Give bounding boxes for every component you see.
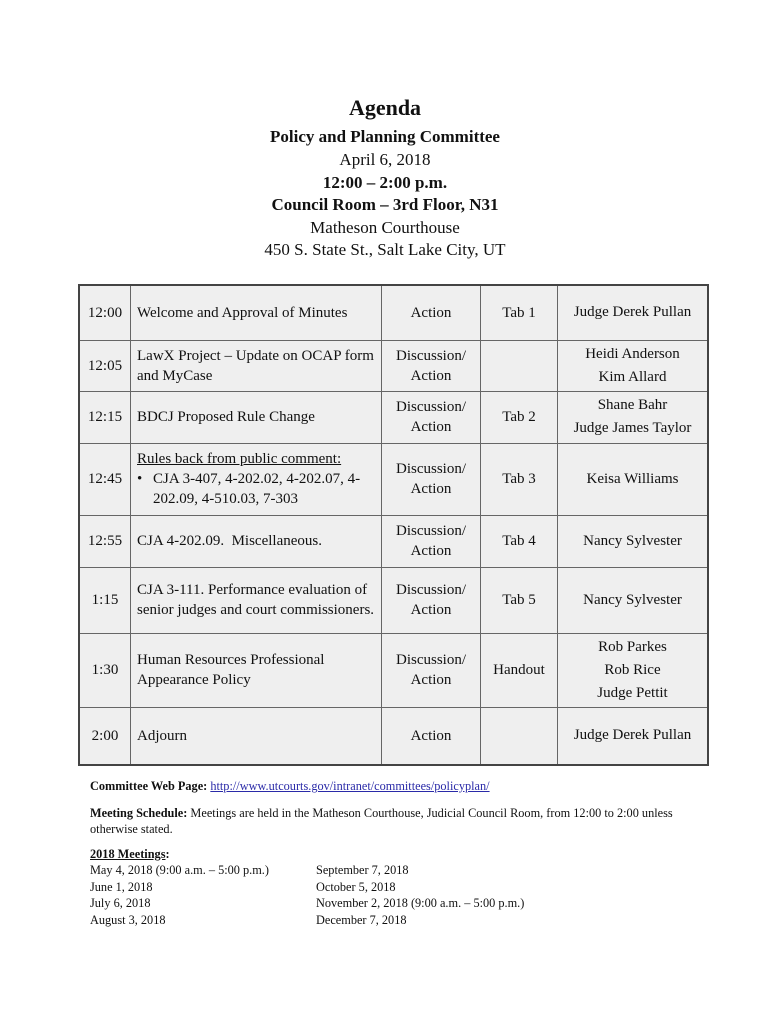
row-item: Adjourn [131,707,382,765]
row-tab [481,707,558,765]
row-item-heading: Rules back from public comment: [137,451,342,467]
web-page-link[interactable]: http://www.utcourts.gov/intranet/committees/policyplan/ [210,779,490,793]
row-presenter [558,515,709,567]
presenter-name: Judge Pettit [597,684,668,701]
row-tab: Handout [481,633,558,707]
row-time: 12:45 [79,443,131,515]
agenda-table [78,284,709,766]
bullet-text: CJA 3-407, 4-202.02, 4-202.07, 4-202.09, 4-510.03, 7-303 [153,471,361,507]
table-row [79,340,708,391]
presenter-name: Judge James Taylor [573,420,692,436]
presenter-name: Heidi Anderson [585,345,680,362]
row-presenter [558,443,709,515]
meetings-heading [90,846,710,863]
row-action: Discussion/ Action [382,340,481,391]
row-time: 12:00 [79,285,131,340]
row-tab: Tab 4 [481,515,558,567]
row-presenter [558,285,709,340]
row-item: Human Resources Professional Appearance Policy [131,633,382,707]
meetings-colon: : [165,846,170,861]
row-presenter [558,633,709,707]
meeting-date-item: July 6, 2018 [90,896,151,910]
bullet-icon: • [137,471,143,487]
meeting-date-item: November 2, 2018 (9:00 a.m. – 5:00 p.m.) [316,896,525,910]
row-action: Discussion/ Action [382,443,481,515]
agenda-footer [90,778,710,928]
presenter-name: Nancy Sylvester [583,591,682,608]
row-action: Discussion/ Action [382,515,481,567]
presenter-name: Judge Derek Pullan [573,727,692,744]
table-row [79,633,708,707]
table-row [79,515,708,567]
bullet-item [137,469,375,509]
row-item: CJA 4-202.09. Miscellaneous. [131,515,382,567]
table-row [79,285,708,340]
presenter-name: Nancy Sylvester [583,532,682,549]
schedule-text: Meetings are held in the Matheson Courthouse, Judicial Council Room, from 12:00 to 2:00 unless otherwise stated. [90,805,673,836]
table-row [79,443,708,515]
row-tab [481,340,558,391]
web-page-line [90,778,710,795]
meeting-date: April 6, 2018 [339,150,431,169]
row-action: Action [382,285,481,340]
meeting-date-item: December 7, 2018 [316,912,407,927]
presenter-name: Judge Derek Pullan [573,304,692,321]
meeting-date-item: October 5, 2018 [316,879,396,894]
row-action: Discussion/ Action [382,391,481,443]
row-tab: Tab 1 [481,285,558,340]
meeting-time: 12:00 – 2:00 p.m. [322,172,448,192]
agenda-header [0,93,770,262]
row-item: CJA 3-111. Performance evaluation of senior judges and court commissioners. [131,567,382,633]
presenter-name: Rob Parkes [598,638,667,655]
meeting-date-item: May 4, 2018 (9:00 a.m. – 5:00 p.m.) [90,863,269,877]
meeting-date-item: August 3, 2018 [90,912,166,927]
meeting-address: 450 S. State St., Salt Lake City, UT [264,240,506,259]
meetings-column-right [316,862,710,928]
meeting-schedule [90,805,710,838]
row-time: 12:15 [79,391,131,443]
row-item: BDCJ Proposed Rule Change [131,391,382,443]
page-title: Agenda [348,95,422,120]
row-action: Discussion/ Action [382,633,481,707]
table-row [79,391,708,443]
table-row [79,707,708,765]
meetings-column-left [90,862,316,928]
web-page-label: Committee Web Page: [90,779,208,793]
row-presenter [558,391,709,443]
row-time: 1:15 [79,567,131,633]
meeting-date-item: September 7, 2018 [316,863,409,877]
presenter-name: Keisa Williams [586,470,679,487]
row-item: Welcome and Approval of Minutes [131,285,382,340]
presenter-name: Shane Bahr [597,397,668,413]
table-row [79,567,708,633]
row-tab: Tab 2 [481,391,558,443]
meeting-building: Matheson Courthouse [310,217,460,237]
row-action: Action [382,707,481,765]
row-presenter [558,340,709,391]
row-time: 2:00 [79,707,131,765]
row-item [131,443,382,515]
row-time: 12:55 [79,515,131,567]
meetings-title: 2018 Meetings [90,846,166,861]
meetings-list [90,862,710,928]
row-presenter [558,567,709,633]
row-tab: Tab 5 [481,567,558,633]
row-tab: Tab 3 [481,443,558,515]
row-action: Discussion/ Action [382,567,481,633]
meeting-date-item: June 1, 2018 [90,879,153,894]
row-time: 1:30 [79,633,131,707]
schedule-label: Meeting Schedule: [90,805,188,820]
presenter-name: Rob Rice [604,661,661,678]
presenter-name: Kim Allard [598,368,667,385]
row-item: LawX Project – Update on OCAP form and MyCase [131,340,382,391]
meeting-room: Council Room – 3rd Floor, N31 [271,195,499,214]
committee-name: Policy and Planning Committee [270,127,500,146]
row-time: 12:05 [79,340,131,391]
row-presenter [558,707,709,765]
